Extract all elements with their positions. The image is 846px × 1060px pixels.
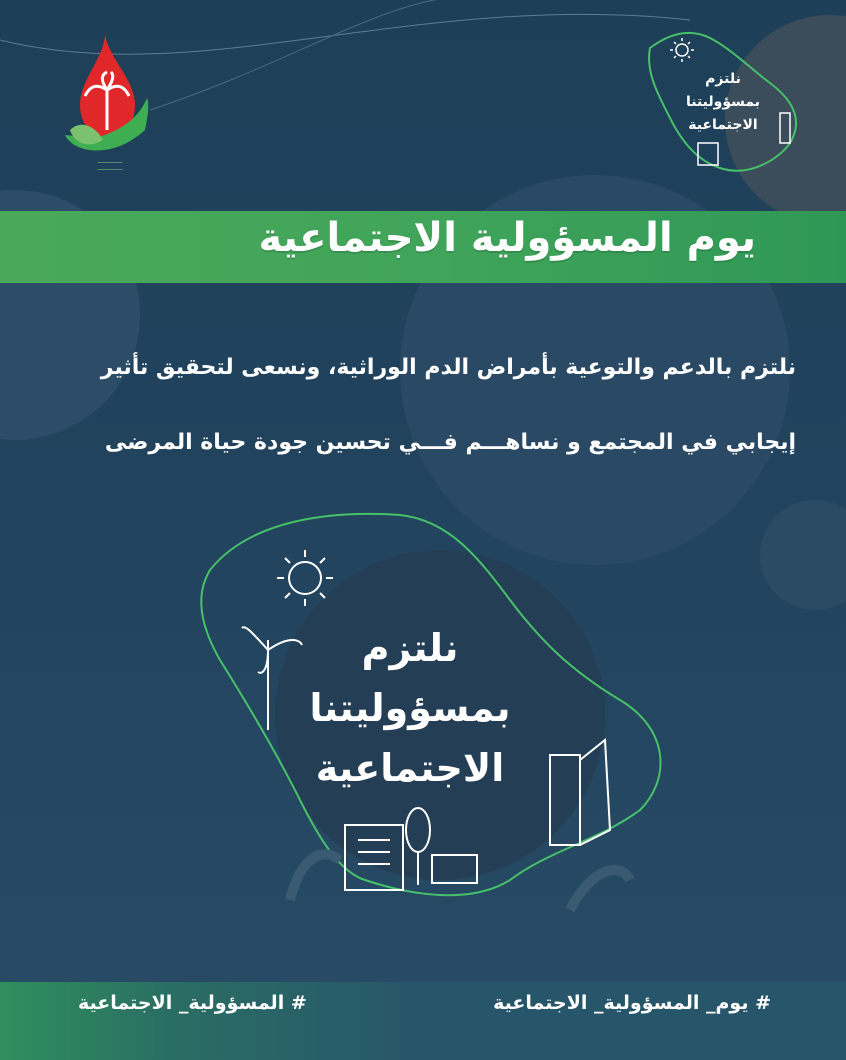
banner-title: يوم المسؤولية الاجتماعية xyxy=(258,215,756,261)
hashtag-day: # يوم_ المسؤولية_ الاجتماعية xyxy=(493,992,771,1014)
central-slogan xyxy=(290,618,530,798)
slogan-line2: بمسؤوليتنا xyxy=(309,686,511,730)
mini-slogan-line1: نلتزم xyxy=(705,71,741,87)
title-banner xyxy=(0,211,846,283)
organization-logo xyxy=(55,30,165,160)
mini-slogan-line2: بمسؤوليتنا xyxy=(685,94,761,110)
organization-logo-caption: ⎯⎯⎯⎯⎯⎯⎯⎯⎯⎯ ⎯⎯⎯⎯⎯⎯⎯⎯⎯⎯ xyxy=(97,160,123,173)
body-text-line2: إيجابي في المجتمع و نساهـــم فـــي تحسين جودة حياة المرضى xyxy=(104,430,796,455)
decor-circle xyxy=(760,500,846,610)
hashtag-responsibility: # المسؤولية_ الاجتماعية xyxy=(78,992,307,1014)
slogan-line3: الاجتماعية xyxy=(315,746,505,790)
mini-slogan-line3: الاجتماعية xyxy=(688,117,758,133)
body-text-line1: نلتزم بالدعم والتوعية بأمراض الدم الوراثية، ونسعى لتحقيق تأثير xyxy=(100,355,796,380)
mini-slogan xyxy=(668,68,778,137)
footer-bar xyxy=(0,982,846,1060)
slogan-line1: نلتزم xyxy=(361,626,459,670)
